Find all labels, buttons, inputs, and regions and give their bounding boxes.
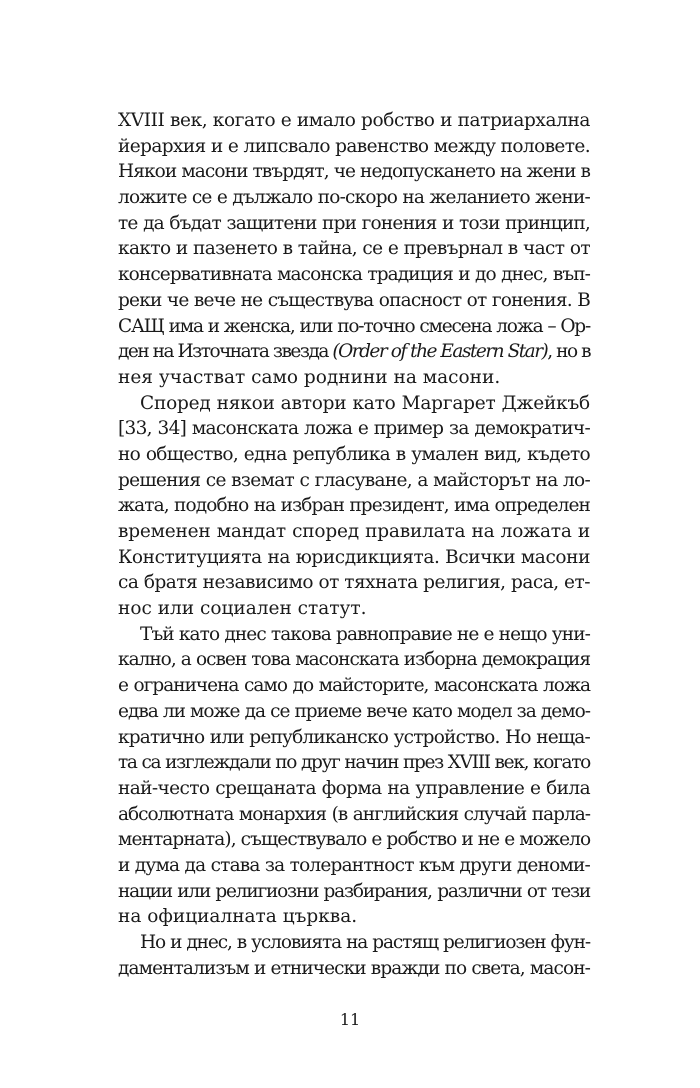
page-number: 11 — [339, 1010, 361, 1029]
text-line: ден на Източната звезда (Order of the Eastern Star), но в — [118, 341, 590, 363]
text-line: те да бъдат защитени при гонения и този принцип, — [118, 212, 590, 234]
paragraph — [118, 930, 590, 981]
text-line: реки че вече не съществува опасност от гонения. В — [118, 289, 590, 311]
text-line: Някои масони твърдят, че недопускането на жени в — [118, 161, 591, 183]
text-line: едва ли може да се приеме вече като модел за демо- — [118, 700, 590, 722]
text-line: решения се вземат с гласуване, а майсторът на ло- — [118, 469, 590, 491]
italic-title: (Order of the Eastern Star) — [332, 341, 548, 363]
text-line: САЩ има и женска, или по-точно смесена ложа – Ор- — [118, 315, 590, 337]
text-line: нея участват само роднини на масони. — [118, 366, 501, 388]
text-line: XVIII век, когато е имало робство и патриархална — [118, 110, 590, 131]
text-line: най-често срещаната форма на управление е била — [118, 777, 590, 799]
text-line: Но и днес, в условията на растящ религиозен фун- — [140, 932, 590, 953]
text-line: консервативната масонска традиция и до днес, въп- — [118, 264, 590, 286]
text-line: Тъй като днес такова равноправие не е нещо уни- — [140, 623, 590, 645]
text-line: йерархия и е липсвало равенство между половете. — [118, 135, 591, 157]
text-line: кратично или републиканско устройство. Но неща- — [118, 726, 590, 748]
text-line: и дума да става за толерантност към други деноми- — [118, 854, 590, 876]
paragraph — [118, 391, 590, 622]
text-line: са братя независимо от тяхната религия, раса, ет- — [118, 572, 590, 594]
text-line: е ограничена само до майсторите, масонската ложа — [118, 675, 590, 697]
text-line: ложите се е дължало по-скоро на желанието жени- — [118, 187, 590, 209]
text-line: Конституцията на юрисдикцията. Всички масони — [118, 546, 590, 568]
text-line: нос или социален статут. — [118, 598, 367, 620]
text-line: даментализъм и етнически вражди по света, масон- — [118, 957, 590, 979]
text-line: ментарната), съществувало е робство и не е можело — [118, 829, 591, 851]
text-line: както и пазенето в тайна, се е превърнал в част от — [118, 238, 590, 260]
text-line: кално, а освен това масонската изборна демокрация — [118, 649, 590, 671]
text-line: на официалната църква. — [118, 906, 358, 928]
body-text — [118, 108, 590, 981]
text-line: [33, 34] масонската ложа е пример за демократич- — [118, 418, 590, 440]
text-line: жата, подобно на избран президент, има определен — [118, 495, 590, 517]
paragraph — [118, 622, 590, 930]
text-line: временен мандат според правилата на ложата и — [118, 521, 590, 542]
text-line: нации или религиозни разбирания, различни от тези — [118, 880, 590, 902]
paragraph — [118, 108, 590, 391]
text-line: та са изглеждали по друг начин през XVIII век, когато — [118, 752, 590, 774]
text-line: но общество, една република в умален вид, където — [118, 443, 590, 465]
text-line: абсолютната монархия (в английския случай парла- — [118, 803, 590, 825]
text-line: Според някои автори като Маргарет Джейкъб — [140, 392, 590, 414]
